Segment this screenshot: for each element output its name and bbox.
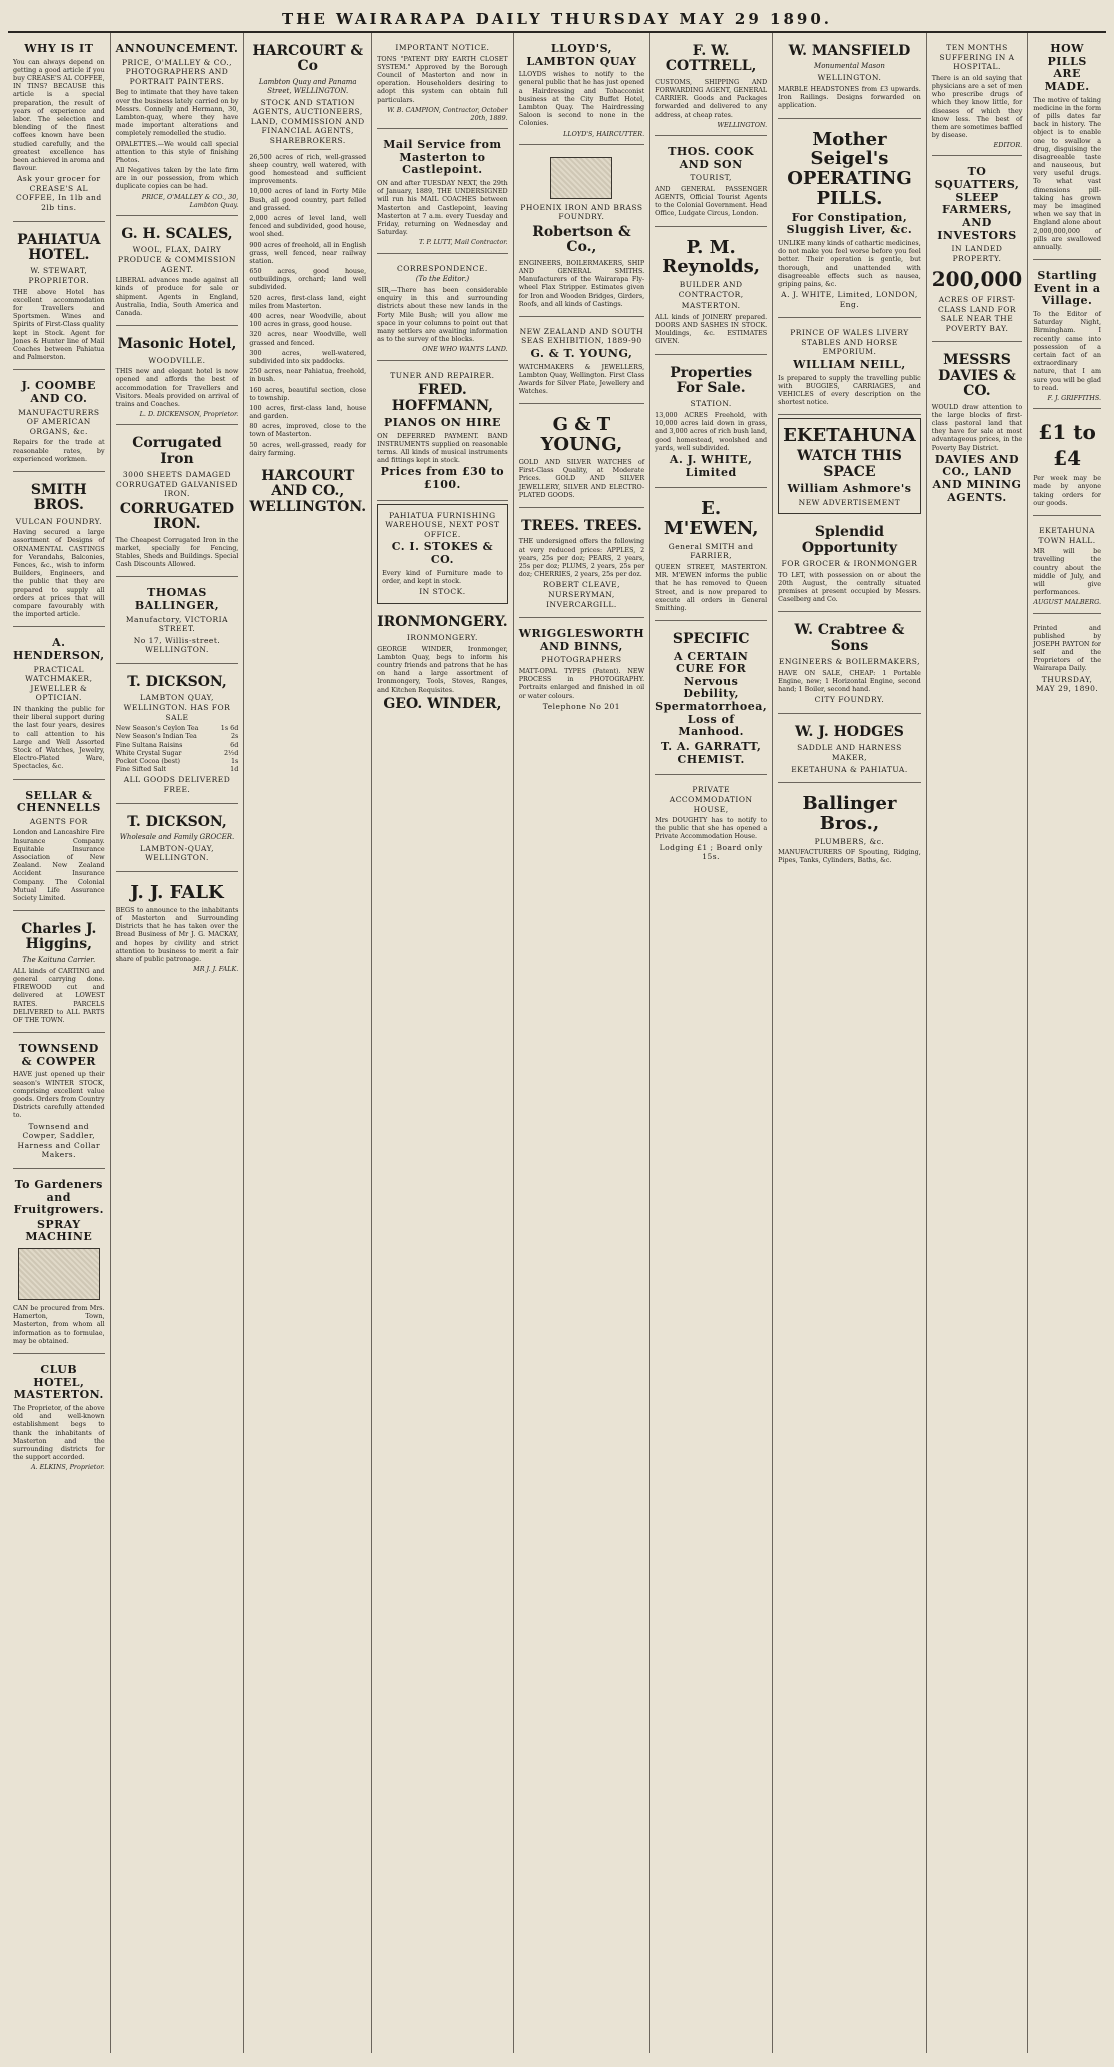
ad-smith-bros	[13, 475, 105, 627]
ad-body: Repairs for the trade at reasonable rates, by experienced workmen.	[13, 438, 105, 463]
ad-seigel-pills	[778, 122, 921, 319]
columns	[8, 33, 1106, 2053]
ad-title: J. J. FALK	[130, 882, 224, 904]
ad-body: ALL kinds of JOINERY prepared. DOORS AND SASHES IN STOCK. Mouldings, &c. ESTIMATES GIVEN.	[655, 312, 768, 346]
ad-sub: Monumental Mason	[814, 62, 885, 71]
price-row	[116, 749, 239, 757]
ad-body: You can always depend on getting a good article if you buy CREASE'S AL COFFEE, IN TINS? BECAUSE this article is a special preparation, the result of years of experience and labor. The selection and blending of the finest coffees known have been studied carefully, and the greatest excellence has been achieved in aroma and flavour.	[13, 57, 105, 173]
ad-title: F. W. COTTRELL,	[665, 43, 757, 75]
ad-sig: T. A. GARRATT, CHEMIST.	[660, 740, 762, 766]
ad-body: QUEEN STREET, MASTERTON. MR. M'EWEN informs the public that he has removed to Queen Street, and is now prepared to execute all orders in General Smithing.	[655, 563, 768, 612]
ad-falk	[116, 875, 239, 979]
column-7	[773, 33, 927, 2053]
ad-masonic-hotel	[116, 329, 239, 425]
price-row	[116, 757, 239, 765]
ad-title: WRIGGLESWORTH AND BINNS,	[518, 627, 645, 653]
ad-price-omalley	[116, 36, 239, 216]
ad-sig: Townsend and Cowper, Saddler, Harness and Collar Makers.	[17, 1121, 101, 1160]
ad-sub2: OPALETTES.—We would call special attention to this style of finishing Photos.	[115, 139, 239, 164]
ad-caps: STOCK AND STATION AGENTS, AUCTIONEERS, LAND, COMMISSION AND FINANCIAL AGENTS, SHAREBROKERS.	[250, 97, 365, 146]
price-value: 2½d	[223, 748, 239, 757]
ad-title: SPECIFIC	[672, 631, 750, 648]
ad-title-2: FRED. HOFFMANN,	[391, 382, 494, 414]
ad-pahiatua-hotel	[13, 225, 105, 371]
ad-title: ANNOUNCEMENT.	[115, 42, 239, 55]
ad-sub: Lambton Quay and Panama Street, WELLINGTON.	[258, 77, 357, 95]
ad-body: HAVE ON SALE, CHEAP: 1 Portable Engine, new; 1 Horizontal Engine, second hand; 1 Boiler, second hand.	[778, 668, 921, 694]
ad-crease-coffee	[13, 36, 105, 222]
ad-sig: A. J. WHITE, Limited, LONDON, Eng.	[781, 290, 918, 309]
ad-sub: WOODVILLE.	[148, 355, 206, 365]
ad-sub: PIANOS ON HIRE	[383, 415, 501, 429]
ad-body: MANUFACTURERS OF Spouting, Ridging, Pipes, Tanks, Cylinders, Baths, &c.	[778, 848, 921, 865]
land-lot: 50 acres, well-grassed, ready for dairy farming.	[249, 440, 367, 457]
price-value: 2s	[230, 732, 239, 741]
ad-dickson-grocer	[116, 807, 239, 873]
ad-body: TONS "PATENT DRY EARTH CLOSET SYSTEM." Approved by the Borough Council of Masterton and now in operation. Householders desiring to adopt this system can obtain full particulars.	[377, 54, 508, 104]
ad-title: SMITH BROS.	[30, 481, 87, 514]
land-lot: 160 acres, beautiful section, close to township.	[249, 385, 367, 402]
price-value: 1s 6d	[220, 724, 239, 733]
ad-body: The Proprietor, of the above old and well-known establishment begs to thank the inhabitants of Masterton and the surrounding districts for the support accorded.	[13, 1403, 105, 1462]
ad-coombe	[13, 373, 105, 472]
ad-body: No 17, Willis-street. WELLINGTON.	[133, 635, 221, 655]
land-lot: 250 acres, near Pahiatua, freehold, in bush.	[249, 367, 367, 384]
ad-title: PAHIATUA HOTEL.	[17, 231, 101, 264]
ad-body: THIS new and elegant hotel is now opened and affords the best of accommodation for Travellers and Visitors. Meals provided on arrival of trains and Coaches.	[115, 367, 239, 408]
ad-caps: MASTERTON.	[681, 301, 741, 311]
ad-body: THE undersigned offers the following at very reduced prices: APPLES, 2 years, 25s per doz; PEARS, 2 years, 25s per doz; PLUMS, 2 years, 25s per doz; CHERRIES, 2 years, 25s per doz.	[518, 537, 645, 579]
ad-sub: (To the Editor.)	[415, 275, 470, 284]
ad-title: MESSRS DAVIES & CO.	[938, 352, 1016, 400]
ad-body: GEORGE WINDER, Ironmonger, Lambton Quay, begs to inform his country friends and patrons that he has on hand a large assortment of Ironmongery, Tools, Stoves, Ranges, and Kitchen Requisites.	[377, 644, 508, 694]
column-5	[514, 33, 650, 2053]
ad-sig: T. P. LUTT, Mail Contractor.	[419, 238, 508, 247]
ad-sig: MR J. J. FALK.	[193, 965, 239, 974]
ad-sig: W. B. CAMPION, Contractor, October 20th, 1889.	[387, 105, 508, 122]
price-value: 1s	[230, 756, 239, 765]
ad-spray-machine	[13, 1172, 105, 1354]
price-item: New Season's Ceylon Tea	[115, 724, 199, 733]
ad-body: Beg to intimate that they have taken over the business lately carried on by Messrs. Connelly and Hermann, 30, Lambton-quay, where they have made important alterations and completely remodelled the studio.	[115, 88, 239, 138]
ad-corrugated-iron	[116, 428, 239, 577]
ad-cook-son	[655, 139, 767, 227]
ad-body: GOLD AND SILVER WATCHES of First-Class Quality, at Moderate Prices. GOLD AND SILVER JEWELLERY, SILVER AND ELECTRO-PLATED GOODS.	[518, 458, 645, 499]
ad-body: 13,000 ACRES Freehold, with 10,000 acres laid down in grass, and 3,000 acres of rich bush land, good homestead, woolshed and yards, well subdivided.	[655, 411, 768, 452]
imprint-body: Printed and published by JOSEPH PAYTON for self and the Proprietors of the Wairarapa Daily.	[1033, 623, 1101, 673]
price-value: 6d	[230, 740, 239, 749]
ad-sub: PHOTOGRAPHERS	[541, 655, 622, 665]
ad-sig: EDITOR.	[993, 141, 1023, 150]
ad-title: W. MANSFIELD	[788, 43, 911, 59]
ad-title: SELLAR & CHENNELLS	[16, 788, 101, 815]
ad-body: ENGINEERS, BOILERMAKERS, SHIP AND GENERAL SMITHS. Manufacturers of the Wairarapa Fly-wheel Flax Stripper. Estimates given for Iron and Wooden Bridges, Girders, Roofs, and all kinds of Castings.	[518, 258, 645, 308]
ad-body: LIBERAL advances made against all kinds of produce for sale or shipment. Agents in England, Australia, India, South America and Canada.	[115, 276, 239, 317]
land-lot: 900 acres of freehold, all in English grass, well fenced, near railway station.	[249, 240, 367, 265]
ad-title: To Gardeners and Fruitgrowers.	[13, 1177, 104, 1217]
ad-sub: General SMITH and FARRIER,	[668, 541, 754, 561]
column-2	[111, 33, 245, 2053]
ad-sub: TOURIST,	[690, 173, 732, 183]
ad-harcourt	[249, 36, 366, 524]
ad-mail-service	[377, 132, 508, 253]
ad-body: CAN be procured from Mrs. Hamerton, Town, Masterton, from whom all information as to formulae, may be obtained.	[13, 1304, 105, 1345]
ad-title: Splendid Opportunity	[801, 524, 898, 556]
ad-title: CORRESPONDENCE.	[397, 263, 488, 273]
ad-sig: LLOYD'S, HAIRCUTTER.	[563, 129, 645, 138]
ad-sig: AUGUST MALBERG.	[1033, 598, 1101, 607]
ad-title: Charles J. Higgins,	[21, 921, 97, 953]
ad-body: AND GENERAL PASSENGER AGENTS, Official Tourist Agents to the Colonial Government. Head Office, Ludgate Circus, London.	[655, 184, 768, 218]
ad-body: ON and after TUESDAY NEXT, the 29th of January, 1889, THE UNDERSIGNED will run his MAIL COACHES between Masterton and Castlepoint, leaving Masterton at 7 a.m. every Tuesday and Friday, returning on Wednesday and Saturday.	[377, 179, 508, 237]
ad-sub: A CERTAIN CURE FOR Nervous Debility, Spermatorrhoea, Loss of Manhood.	[655, 649, 768, 739]
ad-title: J. COOMBE AND CO.	[21, 379, 96, 405]
land-lot: 300 acres, well-watered, subdivided into six paddocks.	[249, 348, 367, 365]
ad-body: MARBLE HEADSTONES from £3 upwards. Iron Railings. Designs forwarded on application.	[778, 84, 921, 110]
ad-trees	[519, 511, 644, 618]
land-lot: 100 acres, first-class land, house and garden.	[249, 403, 367, 421]
ad-body: IN thanking the public for their liberal support during the last four years, desires to call attention to his Large and Well Assorted Stock of Watches, Jewelry, Electro-Plated Ware, Spectacles, &c.	[13, 705, 105, 771]
ad-thomas-ballinger	[116, 580, 239, 664]
ad-sub: Wholesale and Family GROCER.	[119, 832, 235, 841]
ad-sig: ROBERT CLEAVE, NURSERYMAN, INVERCARGILL.	[542, 580, 621, 609]
ad-title: PAHIATUA FURNISHING WAREHOUSE, NEXT POST OFFICE.	[385, 510, 500, 539]
ad-body: NEW ADVERTISEMENT	[798, 497, 901, 507]
ad-caps: William Ashmore's	[787, 482, 912, 496]
ad-sub: PRICE, O'MALLEY & CO., PHOTOGRAPHERS AND PORTRAIT PAINTERS.	[121, 57, 232, 86]
ad-body: The Cheapest Corrugated Iron in the market, specially for Fencing, Stables, Sheds and Buildings. Special Cash Discounts Allowed.	[115, 535, 239, 569]
price-row	[116, 741, 239, 749]
ad-sub: W. STEWART, PROPRIETOR.	[28, 266, 90, 286]
column-3	[244, 33, 372, 2053]
imprint	[1033, 617, 1101, 702]
ad-squatters	[932, 159, 1022, 342]
land-lot: 320 acres, near Woodville, well grassed and fenced.	[249, 330, 367, 347]
ad-price: Prices from £30 to £100.	[380, 465, 505, 491]
ad-townsend-cowper	[13, 1036, 105, 1169]
spray-machine-illustration	[18, 1248, 100, 1300]
price-row	[116, 765, 239, 773]
ad-properties	[655, 358, 767, 489]
ad-sub: AGENTS FOR	[29, 816, 88, 826]
ad-sub: PHOENIX IRON AND BRASS FOUNDRY.	[520, 202, 643, 222]
ad-sub: The Kaituna Carrier.	[22, 955, 96, 964]
ad-body: Having secured a large assortment of Designs of ORNAMENTAL CASTINGS for Verandahs, Balconies, Fences, &c., wish to inform Builders, Engineers, and the public that they are prepared to supply all orders at prices that will compare favourably with the imported article.	[13, 528, 105, 619]
ad-sub: WOOL, FLAX, DAIRY PRODUCE & COMMISSION AGENT.	[118, 245, 236, 274]
land-lot: 26,500 acres of rich, well-grassed sheep country, well watered, with good homestead and sufficient improvements.	[249, 152, 367, 186]
ad-title: HOW PILLS ARE MADE.	[1044, 42, 1090, 93]
ad-body: To the Editor of Saturday Night, Birmingham. I recently came into possession of a certain fact of an extraordinary nature, that I am sure you will be glad to read.	[1033, 310, 1101, 392]
ad-sig: Lodging £1 ; Board only 15s.	[659, 842, 763, 862]
ad-body: There is an old saying that physicians are a set of men who prescribe drugs of which they know little, for diseases of which they know less. The best of them are sometimes baffled by disease.	[931, 73, 1023, 140]
ad-big-number: £1 to £4	[1038, 420, 1096, 470]
ad-title: TOWNSEND & COWPER	[18, 1042, 99, 1068]
ad-title: IRONMONGERY.	[377, 613, 508, 630]
ad-specific	[655, 624, 767, 775]
ad-dickson-prices	[116, 667, 239, 803]
ad-caps: WELLINGTON.	[817, 73, 882, 83]
ad-body: CUSTOMS, SHIPPING AND FORWARDING AGENT, GENERAL CARRIER. Goods and Packages forwarded and delivered to any address, at cheap rates.	[655, 77, 768, 119]
ad-sig: HARCOURT AND CO., WELLINGTON.	[249, 468, 367, 515]
ad-club-hotel	[13, 1357, 105, 1477]
ad-higgins	[13, 914, 105, 1033]
ad-body: EKETAHUNA & PAHIATUA.	[791, 764, 908, 774]
price-item: Fine Sultana Raisins	[115, 740, 183, 749]
land-lot: 520 acres, first-class land, eight miles from Masterton.	[249, 293, 367, 310]
ad-title: PRIVATE ACCOMMODATION HOUSE,	[669, 785, 753, 814]
phoenix-emblem-illustration	[550, 157, 612, 199]
ad-title: NEW ZEALAND AND SOUTH SEAS EXHIBITION, 1889-90	[519, 326, 644, 346]
column-6	[650, 33, 773, 2053]
ad-body: SIR,—There has been considerable enquiry in this and surrounding districts about these new lands in the Forty Mile Bush; will you allow me space in your columns to point out that many settlers are awaiting information as to the survey of the blocks.	[377, 286, 508, 344]
ad-title: TUNER AND REPAIRER.	[390, 370, 495, 380]
ad-title: Ballinger Bros.,	[802, 793, 897, 834]
ad-sig: ALL GOODS DELIVERED FREE.	[123, 775, 231, 794]
ad-sig: A. ELKINS, Proprietor.	[30, 1463, 105, 1472]
ad-sub: IRONMONGERY.	[406, 633, 478, 643]
ad-body: Mrs DOUGHTY has to notify to the public that she has opened a Private Accommodation House.	[655, 816, 768, 841]
ad-body: HAVE just opened up their season's WINTER STOCK, comprising excellent value goods. Orders from Country Districts carefully attended to.	[13, 1070, 105, 1120]
ad-body: LAMBTON-QUAY, WELLINGTON.	[139, 843, 214, 863]
ad-body: ALL kinds of CARTING and general carrying done. FIREWOOD cut and delivered at LOWEST RATES. PARCELS DELIVERED to ALL PARTS OF THE TOWN.	[13, 966, 105, 1024]
column-9	[1028, 33, 1106, 2053]
ad-sub: VULCAN FOUNDRY.	[15, 516, 102, 526]
ad-sig: WELLINGTON.	[717, 120, 768, 129]
ad-title: THOS. COOK AND SON	[668, 144, 755, 171]
price-item: New Season's Indian Tea	[115, 732, 197, 741]
land-lot: 650 acres, good house, outbuildings, orchard; land well subdivided.	[249, 267, 367, 292]
ad-eketahuna-space	[778, 418, 921, 514]
ad-sig: PRICE, O'MALLEY & CO., 30, Lambton Quay.	[141, 192, 239, 209]
ad-body: WATCHMAKERS & JEWELLERS, Lambton Quay, Wellington. First Class Awards for Silver Plate, Jewellery and Watches.	[518, 362, 645, 396]
ad-sub: PRACTICAL WATCHMAKER, JEWELLER & OPTICIAN.	[25, 664, 93, 703]
ad-body: Per week may be made by anyone taking orders for our goods.	[1033, 474, 1101, 507]
ad-splendid-opportunity	[778, 517, 921, 612]
ad-title: T. DICKSON,	[127, 813, 227, 830]
ad-title: P. M. Reynolds,	[662, 236, 761, 278]
ad-title: W. J. HODGES	[795, 723, 904, 740]
ad-sub: Manufactory, VICTORIA STREET.	[125, 614, 229, 634]
ad-title: Startling Event in a Village.	[1033, 269, 1101, 308]
land-lot: 2,000 acres of level land, well fenced and subdivided, good house, wool shed.	[249, 213, 367, 239]
ad-sig: ONE WHO WANTS LAND.	[422, 345, 508, 354]
ad-title: G & T YOUNG,	[540, 414, 623, 456]
ad-title: Corrugated Iron	[132, 435, 222, 467]
ad-sig: DAVIES AND CO., LAND AND MINING AGENTS.	[932, 452, 1022, 504]
ad-title: G. H. SCALES,	[121, 226, 233, 243]
ad-sig: A. J. WHITE, Limited	[669, 452, 753, 479]
ad-body: UNLIKE many kinds of cathartic medicines, do not make you feel worse before you feel better. Their operation is gentle, but thorough, and unattended with disagreeable effects such as nausea, griping pains, &c.	[778, 238, 921, 288]
divider	[284, 149, 331, 150]
land-lot: 10,000 acres of land in Forty Mile Bush, all good country, part felled and grassed.	[249, 187, 367, 212]
ad-hoffmann	[377, 364, 508, 501]
ad-sub: FOR GROCER & IRONMONGER	[781, 559, 918, 569]
ad-title: EKETAHUNA TOWN HALL.	[1038, 526, 1096, 545]
ad-title: CLUB HOTEL, MASTERTON.	[13, 1363, 104, 1402]
ad-sub: STATION.	[690, 399, 732, 409]
ad-title-2: CORRUGATED IRON.	[119, 500, 235, 533]
column-8	[927, 33, 1028, 2053]
column-4	[372, 33, 514, 2053]
ad-body2: All Negatives taken by the late firm are in our possession, from which duplicate copies can be had.	[115, 166, 239, 191]
ad-body: MR will be travelling the country about the middle of July, and will give performances.	[1033, 547, 1101, 597]
ad-sub: SPRAY MACHINE	[25, 1217, 93, 1244]
ad-henderson	[13, 630, 105, 779]
ad-body: LLOYDS wishes to notify to the general public that he has just opened a Hairdressing and Tobacconist business at the City Buffet Hotel, Lambton Quay. The Hairdressing Saloon is second to none in the Colonies.	[518, 70, 645, 128]
ad-title: TO SQUATTERS, SLEEP FARMERS, AND INVESTORS	[934, 165, 1020, 242]
ad-title: TREES. TREES.	[521, 517, 642, 534]
ad-sub: LAMBTON QUAY, WELLINGTON. HAS FOR SALE	[123, 693, 231, 722]
ad-ten-months	[932, 36, 1022, 156]
ad-sig: Telephone No 201	[542, 701, 621, 711]
ad-title: THOMAS BALLINGER,	[134, 586, 220, 612]
imprint-date: THURSDAY, MAY 29, 1890.	[1035, 674, 1099, 694]
ad-body: THE above Hotel has excellent accommodation for Travellers and Sportsmen. Wines and Spirits of First-Class quality kept in Stock. Agent for Jones & Hunter line of Mail Coaches between Pahiatua and Palmerston.	[13, 287, 105, 362]
ad-title: HARCOURT & Co	[252, 43, 364, 75]
ad-startling-event	[1033, 263, 1101, 409]
masthead: THE WAIRARAPA DAILY THURSDAY MAY 29 1890.	[8, 6, 1106, 33]
price-row	[116, 732, 239, 740]
ad-robertson	[519, 148, 644, 317]
ad-title: LLOYD'S, LAMBTON QUAY	[526, 42, 637, 68]
ad-how-pills	[1033, 36, 1101, 260]
price-item: Fine Sifted Salt	[115, 765, 167, 774]
ad-body: WOULD draw attention to the large blocks of first-class pastoral land that they have for sale at most advantageous prices, in the Poverty Bay District.	[931, 402, 1023, 452]
ad-body: The motive of taking medicine in the form of pills dates far back in history. The object is to enable one to swallow a drug, disguising the disagreeable taste and nauseous, but very useful drugs. To what vast dimensions pill-taking has grown may be imagined when we say that in England alone about 2,000,000,000 of pills are swallowed annually.	[1033, 95, 1101, 251]
ad-cottrell	[655, 36, 767, 136]
price-item: Pocket Cocoa (best)	[115, 756, 181, 765]
ad-sub: MANUFACTURERS OF AMERICAN ORGANS, &c.	[18, 407, 100, 436]
ad-body: TO LET, with possession on or about the 20th August, the centrally situated premises at present occupied by Messrs. Caselberg and Co.	[778, 570, 921, 604]
ad-body: Is prepared to supply the travelling public with BUGGIES, CARRIAGES, and VEHICLES of every description on the shortest notice.	[778, 373, 921, 407]
ad-scales	[116, 219, 239, 326]
ad-body: ACRES OF FIRST-CLASS LAND FOR SALE NEAR THE POVERTY BAY.	[937, 295, 1016, 333]
ad-title: PRINCE OF WALES LIVERY STABLES AND HORSE EMPORIUM.	[790, 328, 909, 357]
ad-ballinger-bros	[778, 786, 921, 873]
ad-correspondence	[377, 257, 508, 361]
ad-title: E. M'EWEN,	[663, 498, 759, 540]
ad-stokes	[377, 504, 508, 604]
ad-exhibition	[519, 320, 644, 405]
price-value: 1d	[230, 765, 239, 774]
ad-sub: C. I. STOKES & CO.	[391, 540, 494, 567]
ad-title: T. DICKSON,	[127, 674, 227, 691]
ad-winder	[377, 607, 508, 722]
ad-sig: CITY FOUNDRY.	[814, 695, 885, 705]
ad-crabtree	[778, 615, 921, 714]
ad-sub: SADDLE AND HARNESS MAKER,	[797, 743, 902, 762]
ad-sub: BUILDER AND CONTRACTOR,	[678, 280, 744, 299]
price-row	[116, 724, 239, 732]
ad-body: MATT-OPAL TYPES (Patent). NEW PROCESS in PHOTOGRAPHY. Portraits enlarged and finished in oil or water colours.	[518, 666, 645, 700]
ad-title: TEN MONTHS SUFFERING IN A HOSPITAL.	[939, 43, 1015, 72]
ad-body: ON DEFERRED PAYMENT. BAND INSTRUMENTS supplied on reasonable terms. All kinds of musical instruments and fittings kept in stock.	[377, 431, 508, 465]
ad-reynolds	[655, 230, 767, 355]
column-1	[8, 33, 111, 2053]
ad-sub: 3000 SHEETS DAMAGED CORRUGATED GALVANISED IRON.	[116, 470, 238, 499]
ad-mewen	[655, 491, 767, 621]
ad-hodges	[778, 717, 921, 783]
ad-title: EKETAHUNA	[783, 425, 916, 447]
ad-body: BEGS to announce to the inhabitants of Masterton and Surrounding Districts that he has taken over the Bread Business of Mr J. G. MACKAY, and hopes by civility and strict attention to business to merit a fair share of public patronage.	[115, 905, 239, 963]
ad-title: IMPORTANT NOTICE.	[395, 43, 490, 52]
land-lot: 80 acres, improved, close to the town of Masterton.	[249, 422, 367, 439]
ad-sig: IN STOCK.	[419, 587, 466, 597]
ad-body: London and Lancashire Fire Insurance Company. Equitable Insurance Association of New Zealand. New Zealand Accident Insurance Company. The Colonial Mutual Life Assurance Society Limited.	[13, 828, 105, 902]
ad-title: Properties For Sale.	[670, 364, 753, 397]
ad-sub: WATCH THIS SPACE	[797, 448, 902, 480]
ad-title: Mother Seigel's OPERATING PILLS.	[787, 128, 912, 209]
ad-sig: Ask your grocer for CREASE'S AL COFFEE, In 1lb and 2lb tins.	[15, 174, 102, 213]
ad-title: Masonic Hotel,	[117, 336, 237, 353]
ad-sub: IN LANDED PROPERTY.	[951, 244, 1003, 263]
ad-title: W. Crabtree & Sons	[794, 622, 905, 654]
ad-sub: PLUMBERS, &c.	[814, 836, 885, 846]
ad-lloyds	[519, 36, 644, 145]
ad-young	[519, 407, 644, 508]
ad-title: A. HENDERSON,	[13, 636, 105, 662]
land-lot: 400 acres, near Woodville, about 100 acres in grass, good house.	[249, 312, 367, 329]
ad-title: Robertson & Co.,	[532, 223, 631, 256]
ad-per-week	[1033, 412, 1101, 516]
ad-neill-stables	[778, 321, 921, 415]
ad-sig: L. D. DICKENSON, Proprietor.	[139, 410, 239, 419]
ad-title: WHY IS IT	[24, 42, 94, 55]
ad-davies	[932, 345, 1022, 512]
ad-wrigglesworth	[519, 621, 644, 719]
ad-title: Mail Service from Masterton to Castlepoint.	[383, 138, 502, 177]
ad-sig: F. J. GRIFFITHS.	[1047, 393, 1101, 402]
ad-sellar-chennells	[13, 783, 105, 912]
ad-mansfield	[778, 36, 921, 119]
ad-sig: GEO. WINDER,	[383, 695, 502, 712]
ad-town-hall	[1033, 519, 1101, 614]
price-item: White Crystal Sugar	[115, 748, 182, 757]
ad-sub: G. & T. YOUNG,	[530, 347, 633, 361]
ad-sub: For Constipation, Sluggish Liver, &c.	[786, 210, 913, 237]
ad-sub: ENGINEERS & BOILERMAKERS,	[778, 657, 921, 667]
ad-big-number: 200,000	[931, 266, 1023, 291]
ad-private-accommodation	[655, 778, 767, 870]
ad-dry-earth-closet	[377, 36, 508, 129]
ad-body: Every kind of Furniture made to order, and kept in stock.	[382, 568, 503, 585]
ad-sub: WILLIAM NEILL,	[793, 358, 906, 372]
